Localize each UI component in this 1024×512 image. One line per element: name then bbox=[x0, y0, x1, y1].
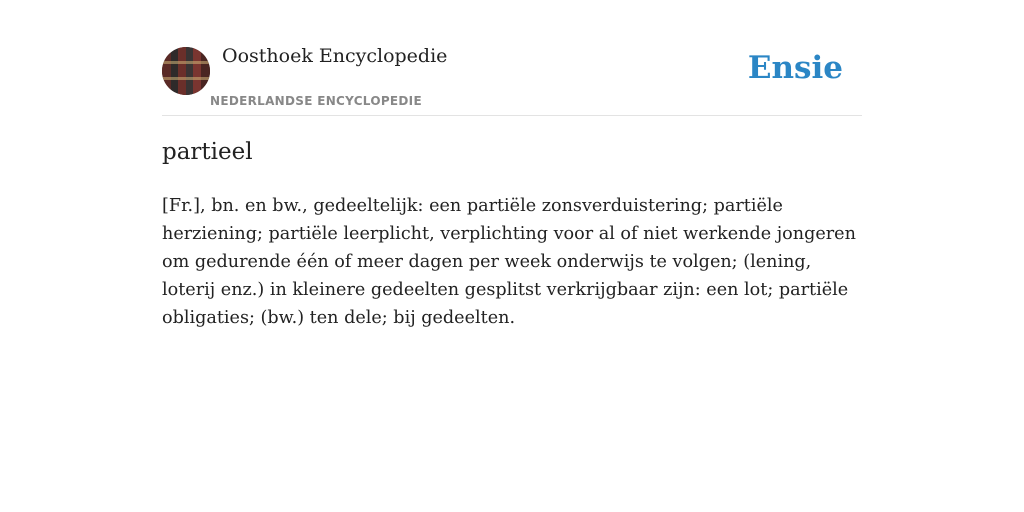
brand-logo[interactable]: Ensie bbox=[747, 50, 843, 86]
site-subtitle: NEDERLANDSE ENCYCLOPEDIE bbox=[210, 94, 422, 108]
entry-body: [Fr.], bn. en bw., gedeeltelijk: een partiële zonsverduistering; partiële herziening; partiële leerplicht, verplichting voor al of niet werkende jongeren om gedurende één of meer dagen per week onderwijs te volgen; (lening, loterij enz.) in kleinere gedeelten gesplitst verkrijgbaar zijn: een lot; partiële obligaties; (bw.) ten dele; bij gedeelten. bbox=[162, 196, 856, 328]
encyclopedia-avatar[interactable] bbox=[162, 47, 210, 95]
site-title[interactable]: Oosthoek Encyclopedie bbox=[222, 45, 448, 67]
header bbox=[162, 0, 862, 116]
entry-title: partieel bbox=[162, 139, 253, 165]
